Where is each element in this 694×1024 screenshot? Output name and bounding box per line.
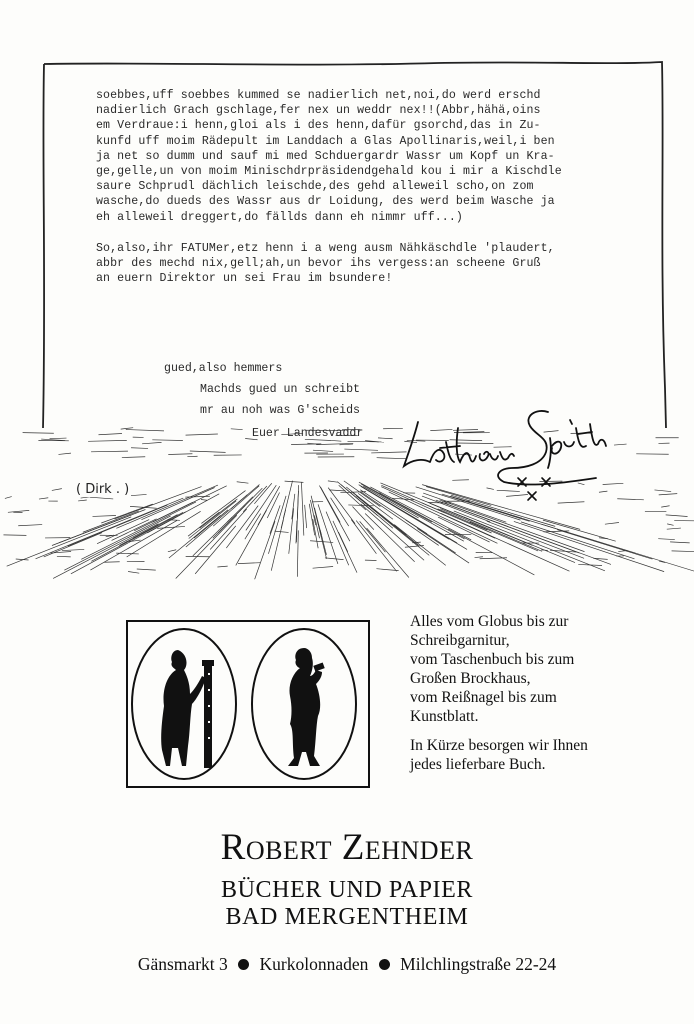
hatch-stroke xyxy=(50,438,67,439)
hatch-stroke xyxy=(281,510,285,529)
hatch-stroke xyxy=(131,448,148,449)
hatch-stroke xyxy=(339,444,352,445)
hatch-stroke xyxy=(83,511,139,532)
hatch-stroke xyxy=(328,481,338,482)
hatch-stroke xyxy=(333,521,357,573)
letter-body xyxy=(96,88,656,302)
hatch-stroke xyxy=(672,551,694,552)
hatch-stroke xyxy=(658,539,675,540)
hatch-stroke xyxy=(169,515,221,558)
hatch-stroke xyxy=(285,481,304,482)
hatch-stroke xyxy=(310,541,333,543)
hatch-stroke xyxy=(281,433,303,434)
ad-line: Alles vom Globus bis zur xyxy=(410,613,569,630)
hatch-stroke xyxy=(57,556,71,557)
hatch-stroke xyxy=(201,500,207,501)
closing-line-3: mr au noh was G'scheids xyxy=(200,404,361,417)
hatch-stroke xyxy=(348,441,384,442)
hatch-stroke xyxy=(185,496,210,497)
hatch-stroke xyxy=(661,506,669,507)
hatch-stroke xyxy=(116,553,139,554)
hatch-stroke xyxy=(301,482,303,535)
hatch-stroke xyxy=(194,510,228,538)
ad-line: jedes lieferbare Buch. xyxy=(410,756,546,773)
hatch-stroke xyxy=(289,508,294,553)
hatch-stroke xyxy=(18,525,42,526)
hatch-stroke xyxy=(23,433,54,434)
hatch-stroke xyxy=(339,485,366,510)
hatch-stroke xyxy=(128,572,139,574)
ad-paragraph-1 xyxy=(410,612,670,726)
address-part-1: Gänsmarkt 3 xyxy=(137,954,228,974)
hatch-stroke xyxy=(313,450,333,451)
silhouette-figures-icon xyxy=(126,620,370,788)
letter-paragraph-1: soebbes,uff soebbes kummed se nadierlich net,noi,do werd erschd nadierlich Grach gschlage,fer nex un weddr nex!!(Abbr,hähä,oins em Verdraue:i henn,gloi als i des henn,dafür gsorchd,das in Zu- kunfd uff moim Rädepult im Landdach a Glas Apollinaris,weil,i ben ja net so dumm und sauf mi med Schduergardr Wassr um Kopf un Kra- ge,gelle,un von moim Minischdrpräsidendgehald kou i mir a Kischdle saure Schprudl dächlich leischde,des gehd alleweil scho,on zom wasche,do dueds des Wassr aus dr Loidung, des werd beim Wasche ja eh alleweil dreggert,do fällds dann eh nimmr uff...) xyxy=(96,89,562,224)
hatch-stroke xyxy=(5,497,12,499)
hatch-stroke xyxy=(98,433,122,434)
hatch-stroke xyxy=(62,549,84,550)
hatch-stroke xyxy=(167,520,180,521)
hatch-stroke xyxy=(667,528,681,529)
hatch-stroke xyxy=(92,516,115,517)
hatch-stroke xyxy=(58,453,70,454)
hatch-stroke xyxy=(213,486,259,526)
hatch-stroke xyxy=(122,457,145,458)
hatch-stroke xyxy=(670,542,690,543)
hatch-stroke xyxy=(454,511,605,571)
ad-line: Großen Brockhaus, xyxy=(410,670,531,687)
ad-line: Kunstblatt. xyxy=(410,708,479,725)
hatch-stroke xyxy=(475,557,483,558)
hatch-stroke xyxy=(605,523,619,525)
hatch-stroke xyxy=(152,440,183,441)
hatch-stroke xyxy=(142,442,161,443)
hatch-stroke xyxy=(344,449,378,450)
hatch-stroke xyxy=(541,550,548,551)
hatch-stroke xyxy=(236,510,267,565)
bullet-dot-icon xyxy=(238,959,249,970)
hatch-stroke xyxy=(297,530,298,576)
hatch-stroke xyxy=(200,499,238,528)
hatch-stroke xyxy=(59,509,145,542)
hatch-stroke xyxy=(245,439,257,440)
hatch-stroke xyxy=(201,491,245,524)
hatch-stroke xyxy=(667,524,673,525)
hatch-stroke xyxy=(659,494,678,495)
hatch-stroke xyxy=(543,520,616,541)
hatch-stroke xyxy=(617,499,644,500)
address-part-2: Kurkolonnaden xyxy=(259,954,369,974)
hatch-stroke xyxy=(53,524,158,579)
hatch-stroke xyxy=(78,500,87,501)
hatch-stroke xyxy=(217,566,227,567)
hatch-stroke xyxy=(90,497,113,499)
ad-line: In Kürze besorgen wir Ihnen xyxy=(410,737,588,754)
hatch-stroke xyxy=(275,531,289,532)
hatch-stroke xyxy=(557,530,652,559)
bullet-dot-icon xyxy=(379,959,390,970)
hatch-stroke xyxy=(329,490,345,491)
dirk-label: ( Dirk . ) xyxy=(76,482,130,497)
hatch-stroke xyxy=(226,506,258,548)
shop-name: Robert Zehnder xyxy=(220,827,474,868)
hatch-stroke xyxy=(319,486,349,542)
ad-paragraph-2 xyxy=(410,736,670,774)
hatch-stroke xyxy=(356,521,396,572)
hatch-stroke xyxy=(88,440,127,441)
hatch-stroke xyxy=(325,558,344,560)
hatch-stroke xyxy=(378,438,393,439)
hatch-stroke xyxy=(190,451,226,452)
hatch-stroke xyxy=(137,569,156,570)
hatch-stroke xyxy=(168,550,176,552)
hatch-stroke xyxy=(121,428,133,429)
hatch-stroke xyxy=(238,563,260,564)
hatch-stroke xyxy=(39,498,48,499)
hatch-stroke xyxy=(440,509,542,552)
hatch-stroke xyxy=(305,505,307,528)
hatch-stroke xyxy=(91,451,128,452)
hatch-stroke xyxy=(331,440,341,441)
ad-line: vom Reißnagel bis zum xyxy=(410,689,557,706)
ad-description xyxy=(410,612,670,784)
hatch-stroke xyxy=(348,505,373,506)
letter-paragraph-2: So,also,ihr FATUMer,etz henn i a weng ausm Nähkäschdle 'plaudert, abbr des mechd nix,gell;ah,un bevor ihs vergess:an scheene Gruß an euern Direktor un sei Frau im bsundere! xyxy=(96,241,555,286)
shop-subtitle-books: BÜCHER UND PAPIER xyxy=(220,877,474,903)
signature xyxy=(400,398,620,510)
shop-address xyxy=(0,954,694,975)
closing-line-2: Machds gued un schreibt xyxy=(200,383,361,396)
closing-line-4: Euer Landesvaddr xyxy=(252,427,364,440)
hatch-stroke xyxy=(157,526,185,528)
ad-line: vom Taschenbuch bis zum xyxy=(410,651,575,668)
hatch-stroke xyxy=(231,429,243,430)
hatch-stroke xyxy=(3,535,26,536)
address-part-3: Milchlingstraße 22-24 xyxy=(400,954,557,974)
hatch-stroke xyxy=(654,490,671,492)
hatch-stroke xyxy=(81,502,196,559)
hatch-stroke xyxy=(186,434,218,435)
shop-subtitle-town: BAD MERGENTHEIM xyxy=(225,904,469,930)
hatch-stroke xyxy=(52,489,62,491)
hatch-stroke xyxy=(237,482,249,483)
hatch-stroke xyxy=(168,454,192,455)
hatch-stroke xyxy=(7,517,132,566)
hatch-stroke xyxy=(126,430,164,431)
hatch-stroke xyxy=(188,512,219,536)
hatch-stroke xyxy=(666,515,688,517)
ad-line: Schreibgarnitur, xyxy=(410,632,510,649)
hatch-stroke xyxy=(255,521,275,579)
hatch-stroke xyxy=(321,487,341,522)
hatch-stroke xyxy=(292,494,295,519)
hatch-stroke xyxy=(305,439,331,440)
closing-line-1: gued,also hemmers xyxy=(164,362,283,375)
hatch-stroke xyxy=(313,566,333,568)
